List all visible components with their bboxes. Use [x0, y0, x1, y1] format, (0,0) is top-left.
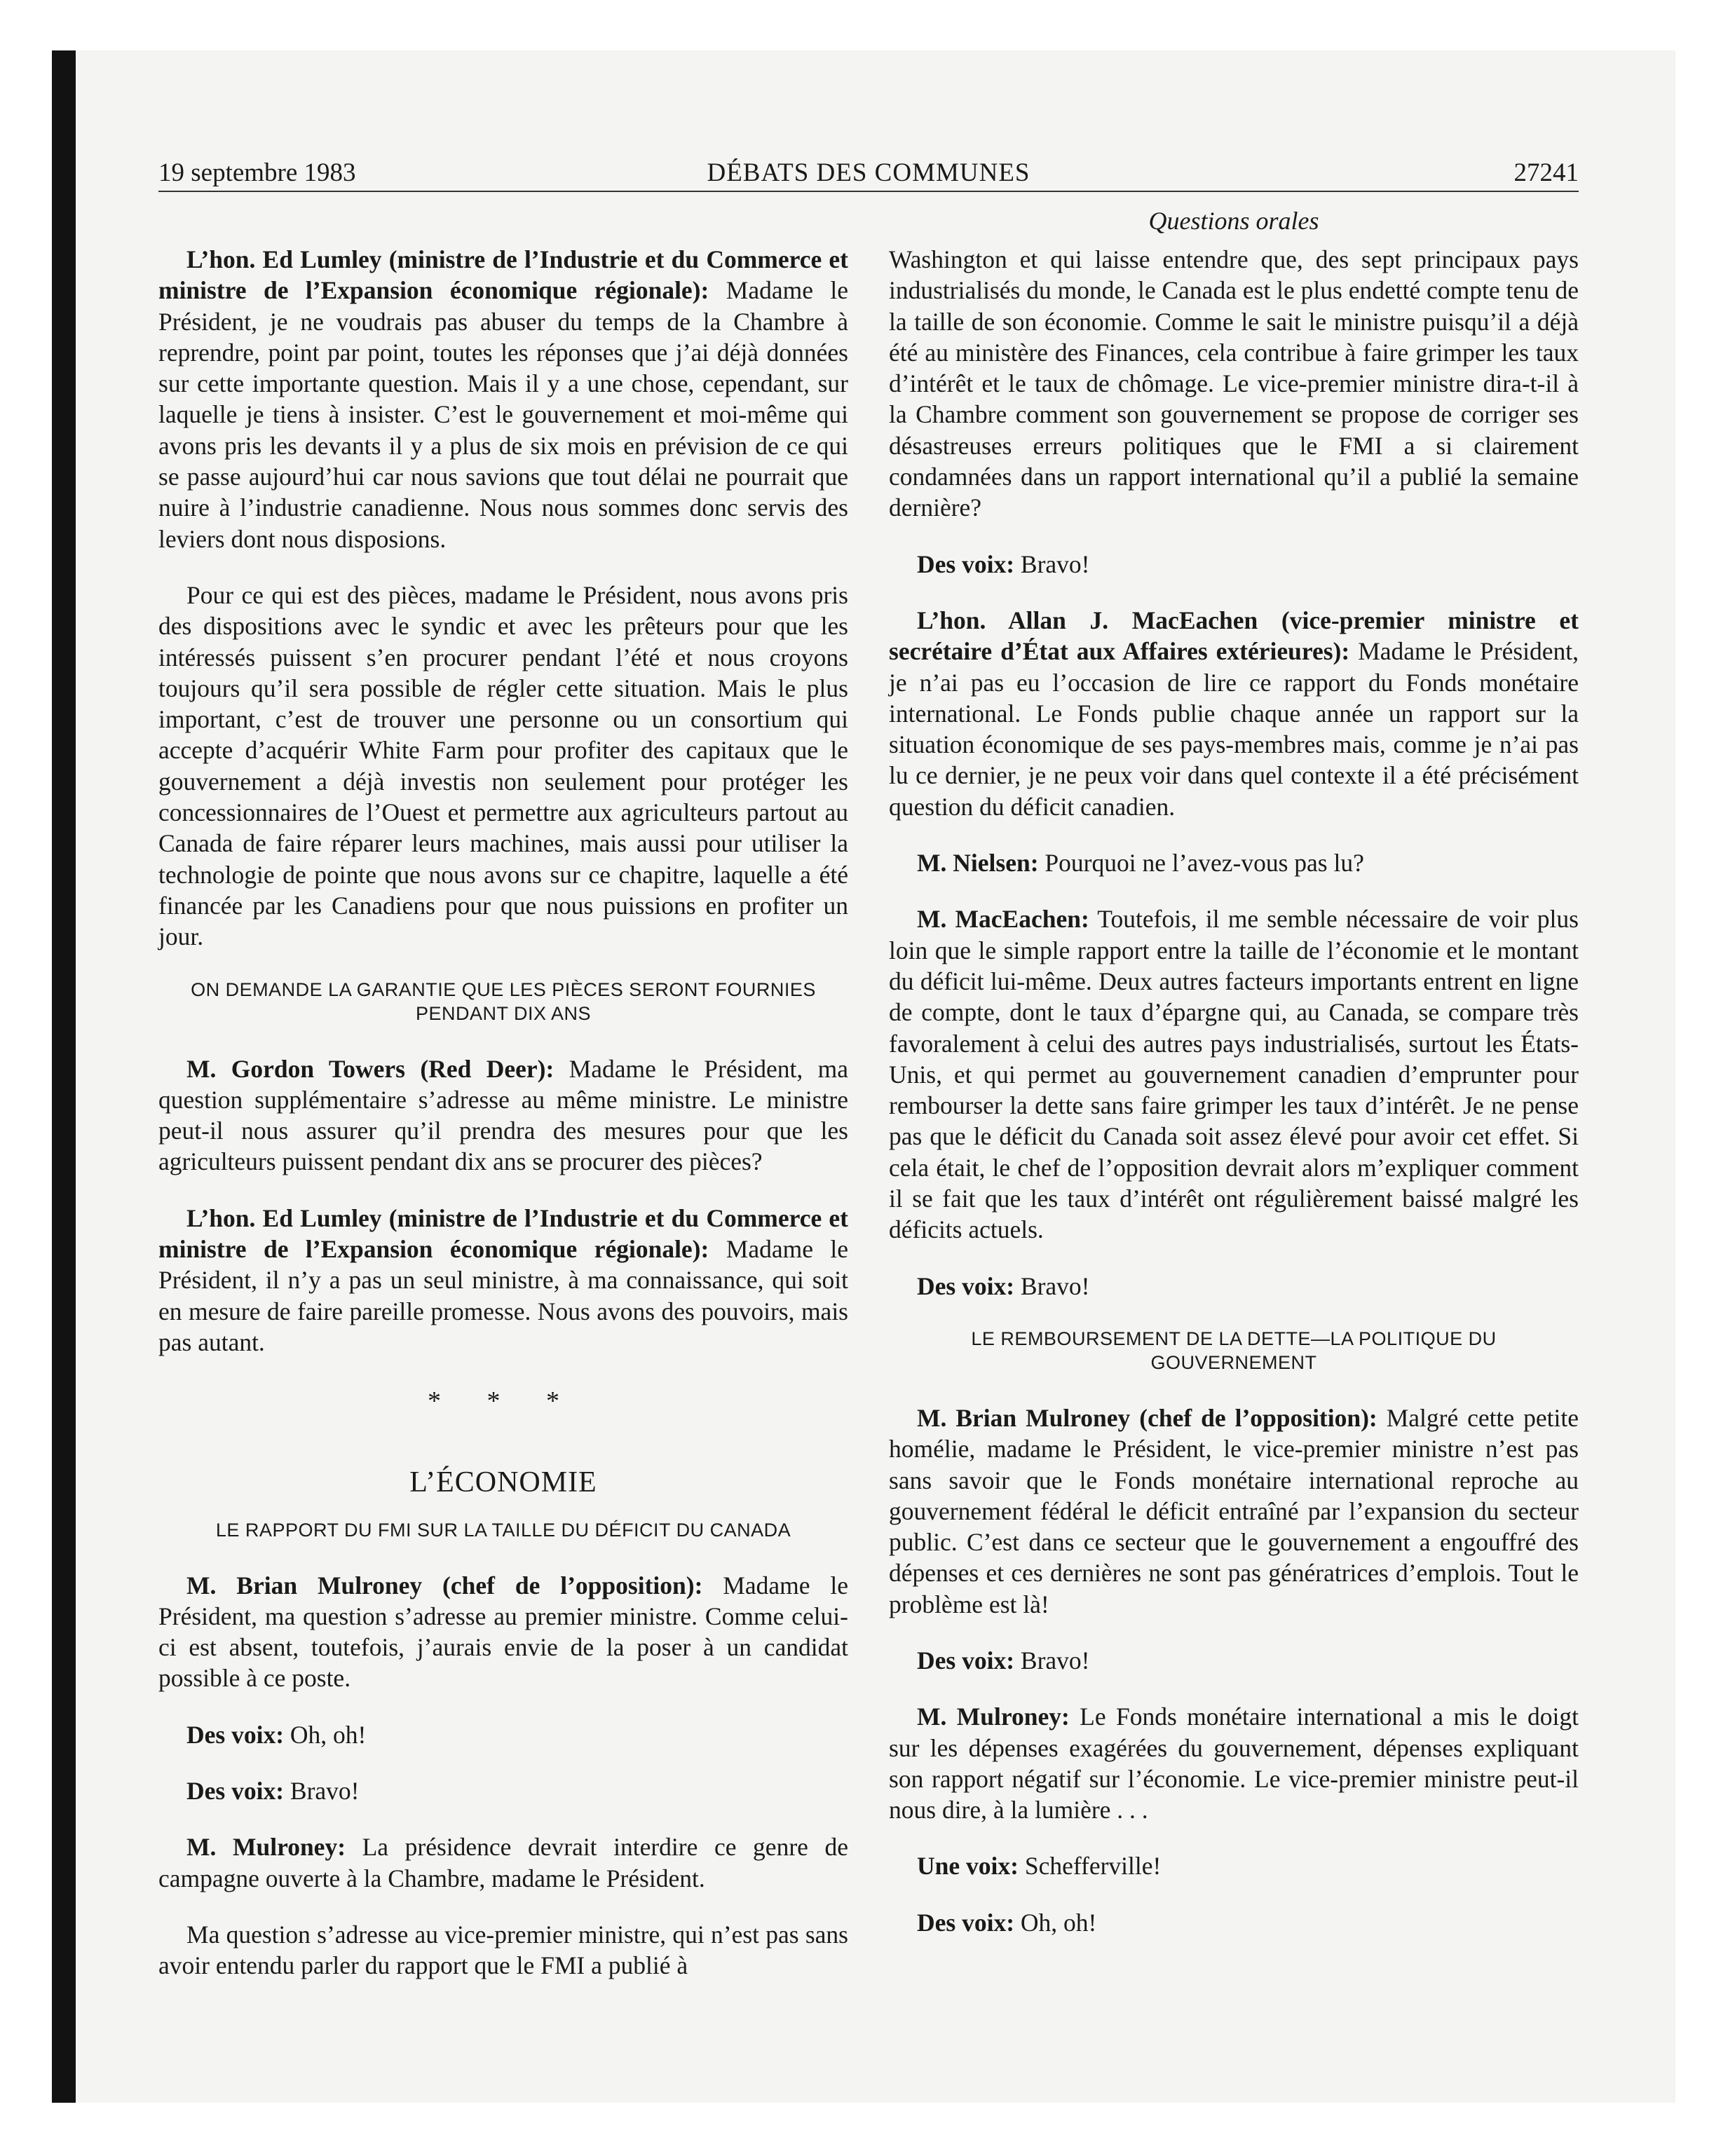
paragraph [889, 549, 1579, 580]
speaker: M. Nielsen: [917, 849, 1039, 878]
speaker: Des voix: [917, 1646, 1015, 1674]
speech: Oh, oh! [284, 1720, 367, 1749]
speaker: Des voix: [186, 1776, 285, 1805]
paragraph [158, 1775, 848, 1806]
page-header [158, 156, 1579, 191]
header-date: 19 septembre 1983 [158, 158, 356, 187]
paragraph [889, 1701, 1579, 1825]
speech: Pourquoi ne l’avez-vous pas lu? [1038, 849, 1364, 878]
paragraph [889, 1850, 1579, 1881]
speech: Madame le Président, je n’ai pas eu l’occasion de lire ce rapport du Fonds monétaire international. Le Fonds publie chaque année un rapport sur la situation économique de ses pays-membres mais, comme je n’ai pas lu ce dernier, je ne peux voir dans quel contexte il a été précisément question du déficit canadien. [889, 637, 1579, 821]
paragraph [158, 1831, 848, 1894]
speech: Bravo! [1014, 1646, 1090, 1674]
speaker: M. Mulroney: [186, 1833, 346, 1862]
speech: Toutefois, il me semble nécessaire de voir plus loin que le simple rapport entre la taille de l’économie et le montant du déficit lui-même. Deux autres facteurs importants entrent en ligne de compte, dont le taux d’épargne qui, au Canada, se compare très favoralement à celui des autres pays industrialisés, surtout les États-Unis, et qui permet au gouvernement canadien d’emprunter pour rembourser la dette sans faire grimper les taux d’intérêt. Je ne pense pas que le déficit du Canada soit assez élevé pour avoir cet effet. Si cela était, le chef de l’opposition devrait alors m’expliquer comment il se fait que les taux d’intérêt ont régulièrement baissé malgré les déficits actuels. [889, 905, 1579, 1244]
binding-edge [52, 50, 76, 2103]
section-separator: * * * [428, 1386, 579, 1417]
speech: Madame le Président, je ne voudrais pas abuser du temps de la Chambre à reprendre, point par point, toutes les réponses que j’ai déjà données sur cette importante question. Mais il y a une chose, cependant, sur laquelle je tiens à insister. C’est le gouvernement et moi-même qui avons pris les devants il y a plus de six mois en prévision de ce qui se passe aujourd’hui car nous savions que tout délai ne pourrait que nuire à l’industrie canadienne. Nous nous sommes donc servis des leviers dont nous disposions. [158, 276, 848, 553]
speaker: Des voix: [917, 550, 1015, 578]
subheading: ON DEMANDE LA GARANTIE QUE LES PIÈCES SERONT FOURNIES PENDANT DIX ANS [191, 978, 816, 1024]
speaker: M. Brian Mulroney (chef de l’opposition): [917, 1403, 1377, 1432]
subheading: LE RAPPORT DU FMI SUR LA TAILLE DU DÉFICIT DU CANADA [215, 1519, 791, 1541]
speech: Madame le Président, ma question s’adresse au premier ministre. Comme celui-ci est absent, toutefois, j’aurais envie de la poser à un candidat possible à ce poste. [158, 1571, 848, 1693]
paragraph [158, 1053, 848, 1178]
speaker: M. MacEachen: [917, 905, 1089, 934]
speaker: Une voix: [917, 1852, 1019, 1881]
paragraph [889, 1645, 1579, 1676]
speaker: L’hon. Allan J. MacEachen (vice-premier ministre et secrétaire d’État aux Affaires extérieures): [889, 606, 1579, 666]
speaker: L’hon. Ed Lumley (ministre de l’Industrie et du Commerce et ministre de l’Expansion économique régionale): [158, 1203, 848, 1264]
section-title: L’ÉCONOMIE [409, 1466, 597, 1499]
speaker: Des voix: [186, 1720, 285, 1749]
speaker: Des voix: [917, 1271, 1015, 1300]
paragraph [158, 1719, 848, 1750]
header-title: DÉBATS DES COMMUNES [707, 158, 1030, 187]
speech: Schefferville! [1018, 1852, 1162, 1881]
paragraph [889, 1403, 1579, 1620]
running-section-title: Questions orales [1148, 207, 1319, 235]
paragraph [158, 1203, 848, 1358]
speech: La présidence devrait interdire ce genre de campagne ouverte à la Chambre, madame le Président. [158, 1833, 848, 1892]
speech: Oh, oh! [1014, 1908, 1097, 1937]
paragraph [158, 244, 848, 554]
right-column [889, 244, 1579, 1963]
speech: Madame le Président, il n’y a pas un seul ministre, à ma connaissance, qui soit en mesure de faire pareille promesse. Nous avons des pouvoirs, mais pas autant. [158, 1235, 848, 1356]
speaker: M. Mulroney: [917, 1703, 1070, 1731]
paragraph [889, 1907, 1579, 1938]
paragraph [889, 903, 1579, 1245]
paragraph: Pour ce qui est des pièces, madame le Président, nous avons pris des dispositions avec le syndic et avec les prêteurs pour que les intéressés puissent s’en procurer pendant l’été et nous croyons toujours qu’il sera possible de régler cette situation. Mais le plus important, c’est de trouver une personne ou un consortium qui accepte d’acquérir White Farm pour profiter des capitaux que le gouvernement a déjà investis non seulement pour protéger les concessionnaires de l’Ouest et permettre aux agriculteurs partout au Canada de faire réparer leurs machines, mais aussi pour utiliser la technologie de pointe que nous avons sur ce chapitre, laquelle a été financée par les Canadiens pour que nous puissions en profiter un jour. [158, 580, 848, 951]
speech: Bravo! [284, 1776, 360, 1805]
paragraph [158, 1570, 848, 1694]
speech: Madame le Président, ma question supplémentaire s’adresse au même ministre. Le ministre peut-il nous assurer qu’il prendra des mesures pour que les agriculteurs puissent pendant dix ans se procurer des pièces? [158, 1054, 848, 1176]
speaker: M. Gordon Towers (Red Deer): [186, 1054, 554, 1083]
left-column [158, 244, 848, 2006]
paragraph [889, 605, 1579, 822]
speaker: M. Brian Mulroney (chef de l’opposition): [186, 1571, 703, 1599]
speech: Malgré cette petite homélie, madame le Président, le vice-premier ministre n’est pas sans savoir que le Fonds monétaire international reproche au gouvernement fédéral le déficit entraîné par l’expansion du secteur public. C’est dans ce secteur que le gouvernement a engouffré des dépenses et ces dernières ne sont pas génératrices d’emplois. Tout le problème est là! [889, 1403, 1579, 1618]
paragraph [889, 847, 1579, 878]
speaker: Des voix: [917, 1908, 1015, 1937]
header-page-number: 27241 [1513, 158, 1579, 187]
paragraph [889, 1271, 1579, 1302]
header-rule [158, 191, 1579, 192]
paragraph: Washington et qui laisse entendre que, des sept principaux pays industrialisés du monde, le Canada est le plus endetté compte tenu de la taille de son économie. Comme le sait le ministre puisqu’il a déjà été au ministère des Finances, cela contribue à faire grimper les taux d’intérêt et le taux de chômage. Le vice-premier ministre dira-t-il à la Chambre comment son gouvernement se propose de corriger ses désastreuses erreurs politiques que le FMI a si clairement condamnées dans un rapport international qu’il a publié la semaine dernière? [889, 245, 1579, 522]
speech: Bravo! [1014, 550, 1090, 578]
speech: Le Fonds monétaire international a mis le doigt sur les dépenses exagérées du gouvernement, dépenses expliquant son rapport négatif sur l’économie. Le vice-premier ministre peut-il nous dire, à la lumière . . . [889, 1703, 1579, 1824]
speech: Bravo! [1014, 1271, 1090, 1300]
paragraph: Ma question s’adresse au vice-premier ministre, qui n’est pas sans avoir entendu parler du rapport que le FMI a publié à [158, 1920, 848, 1980]
speaker: L’hon. Ed Lumley (ministre de l’Industrie et du Commerce et ministre de l’Expansion économique régionale): [158, 245, 848, 305]
subheading: LE REMBOURSEMENT DE LA DETTE—LA POLITIQUE DU GOUVERNEMENT [971, 1328, 1497, 1373]
